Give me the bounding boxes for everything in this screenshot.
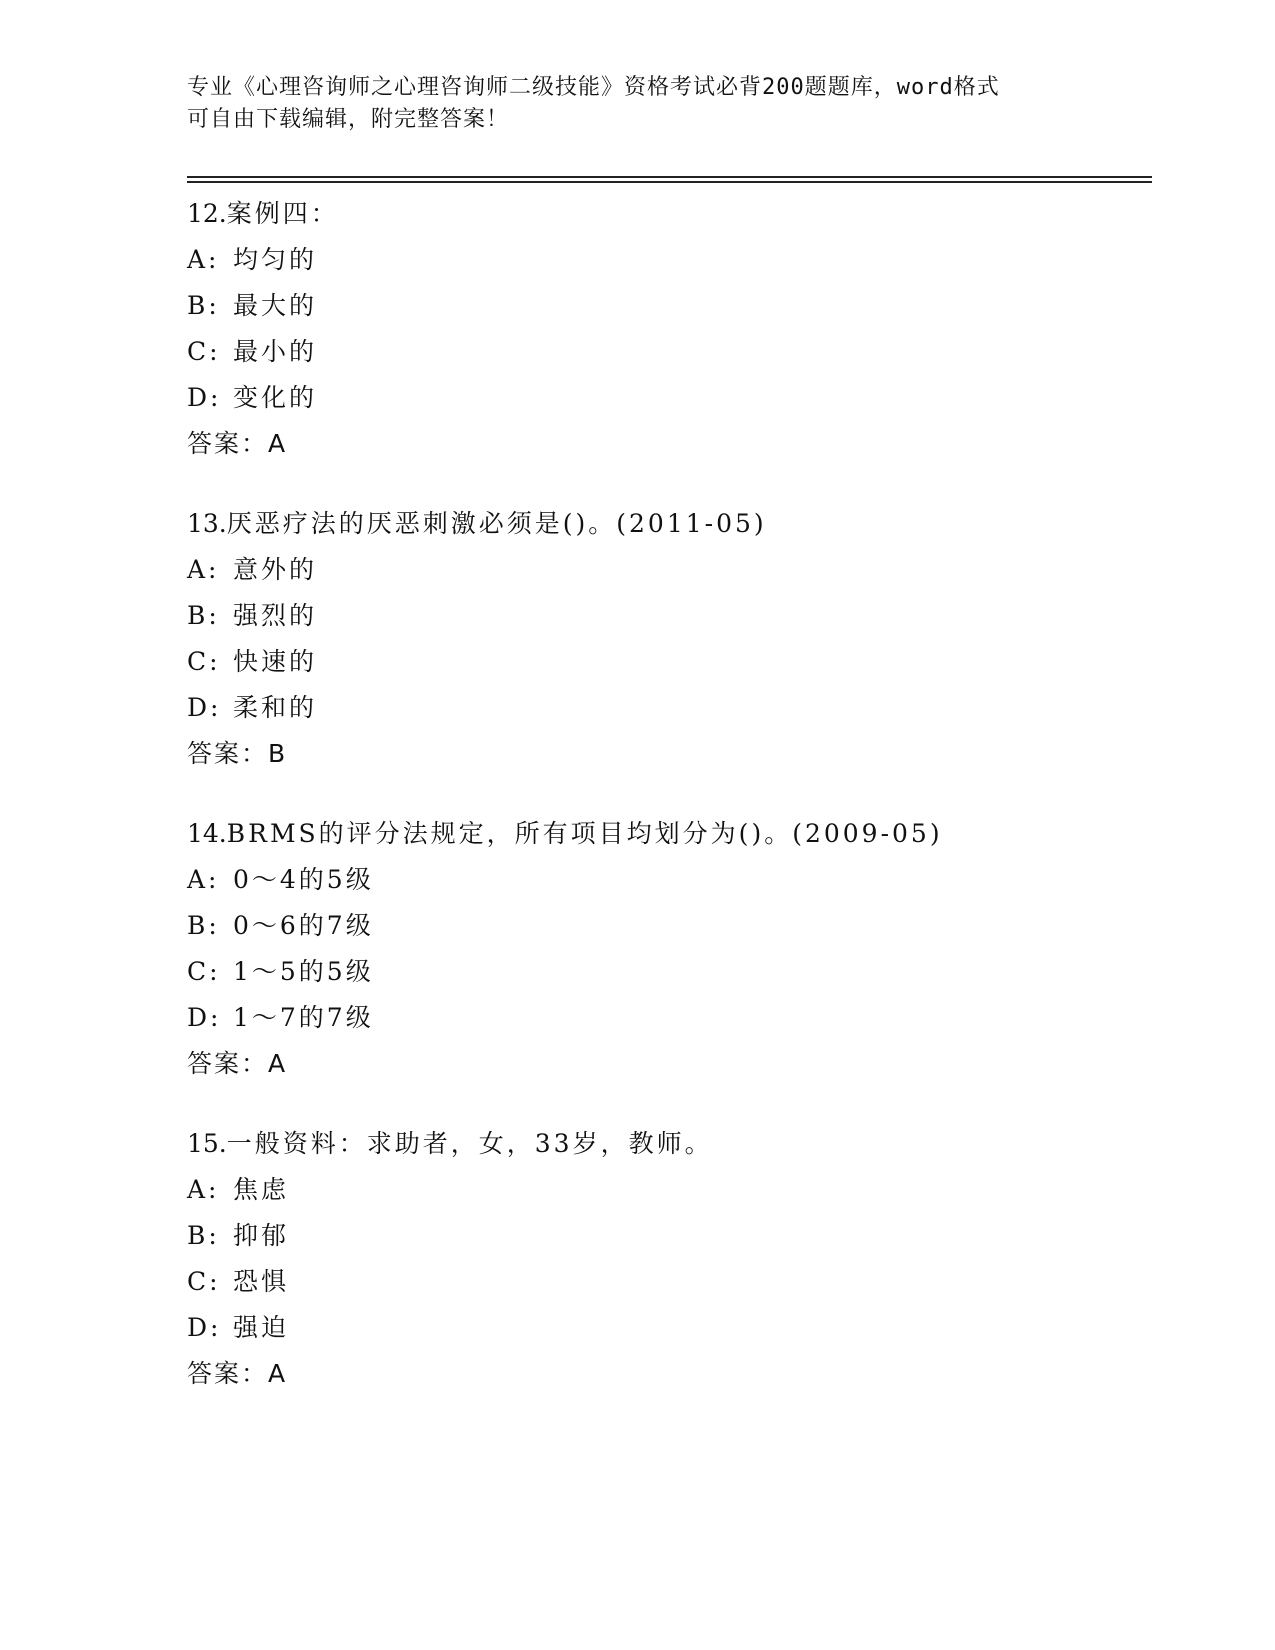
- question-stem: [187, 501, 1152, 547]
- question-number: 14.: [187, 819, 227, 848]
- option-text: 恐惧: [233, 1267, 290, 1296]
- question-text: BRMS的评分法规定，所有项目均划分为()。(2009-05): [226, 819, 943, 848]
- option-d: [187, 995, 1152, 1041]
- answer-line: 答案：A: [187, 1359, 288, 1388]
- answer-line: 答案：A: [187, 429, 288, 458]
- option-letter: A:: [187, 555, 220, 584]
- option-letter: D:: [187, 693, 222, 722]
- header-divider-bottom: [187, 181, 1152, 183]
- option-b: [187, 1213, 1152, 1259]
- option-text: 抑郁: [233, 1221, 290, 1250]
- question-14: [187, 811, 1152, 1087]
- option-text: 焦虑: [233, 1175, 290, 1204]
- question-text: 厌恶疗法的厌恶刺激必须是()。(2011-05): [226, 509, 767, 538]
- option-letter: A:: [187, 245, 220, 274]
- option-letter: C:: [187, 1267, 221, 1296]
- option-text: 1～5的5级: [233, 957, 374, 986]
- option-a: [187, 1167, 1152, 1213]
- header-line-1: 专业《心理咨询师之心理咨询师二级技能》资格考试必背200题题库，word格式: [187, 75, 1000, 100]
- option-letter: B:: [187, 601, 220, 630]
- option-letter: A:: [187, 1175, 220, 1204]
- option-a: [187, 547, 1152, 593]
- option-text: 意外的: [233, 555, 318, 584]
- answer-line: 答案：B: [187, 739, 288, 768]
- option-d: [187, 375, 1152, 421]
- question-text: 案例四：: [226, 199, 339, 228]
- answer-line: 答案：A: [187, 1049, 288, 1078]
- option-letter: C:: [187, 647, 221, 676]
- question-number: 13.: [187, 509, 227, 538]
- option-b: [187, 903, 1152, 949]
- option-text: 1～7的7级: [233, 1003, 374, 1032]
- question-number: 12.: [187, 199, 227, 228]
- question-15: [187, 1121, 1152, 1397]
- option-b: [187, 283, 1152, 329]
- header-divider-top: [187, 176, 1152, 178]
- question-number: 15.: [187, 1129, 227, 1158]
- option-letter: D:: [187, 1313, 222, 1342]
- option-text: 强烈的: [233, 601, 318, 630]
- option-c: [187, 1259, 1152, 1305]
- option-text: 0～6的7级: [233, 911, 374, 940]
- option-a: [187, 857, 1152, 903]
- option-text: 0～4的5级: [233, 865, 374, 894]
- option-d: [187, 685, 1152, 731]
- option-text: 变化的: [233, 383, 318, 412]
- option-b: [187, 593, 1152, 639]
- question-list: [187, 191, 1152, 1431]
- option-text: 柔和的: [233, 693, 318, 722]
- option-letter: B:: [187, 1221, 220, 1250]
- option-text: 最大的: [233, 291, 318, 320]
- option-letter: C:: [187, 957, 221, 986]
- option-text: 均匀的: [233, 245, 318, 274]
- question-stem: [187, 811, 1152, 857]
- option-letter: A:: [187, 865, 220, 894]
- question-text: 一般资料：求助者，女，33岁，教师。: [226, 1129, 713, 1158]
- question-12: [187, 191, 1152, 467]
- option-d: [187, 1305, 1152, 1351]
- header-line-2: 可自由下载编辑，附完整答案！: [187, 107, 510, 132]
- option-a: [187, 237, 1152, 283]
- question-stem: [187, 191, 1152, 237]
- option-c: [187, 329, 1152, 375]
- question-stem: [187, 1121, 1152, 1167]
- option-text: 最小的: [233, 337, 318, 366]
- option-letter: B:: [187, 291, 220, 320]
- option-c: [187, 949, 1152, 995]
- question-13: [187, 501, 1152, 777]
- option-letter: B:: [187, 911, 220, 940]
- option-letter: D:: [187, 383, 222, 412]
- option-text: 强迫: [233, 1313, 290, 1342]
- option-text: 快速的: [233, 647, 318, 676]
- option-letter: C:: [187, 337, 221, 366]
- document-header: [187, 72, 1087, 136]
- option-c: [187, 639, 1152, 685]
- option-letter: D:: [187, 1003, 222, 1032]
